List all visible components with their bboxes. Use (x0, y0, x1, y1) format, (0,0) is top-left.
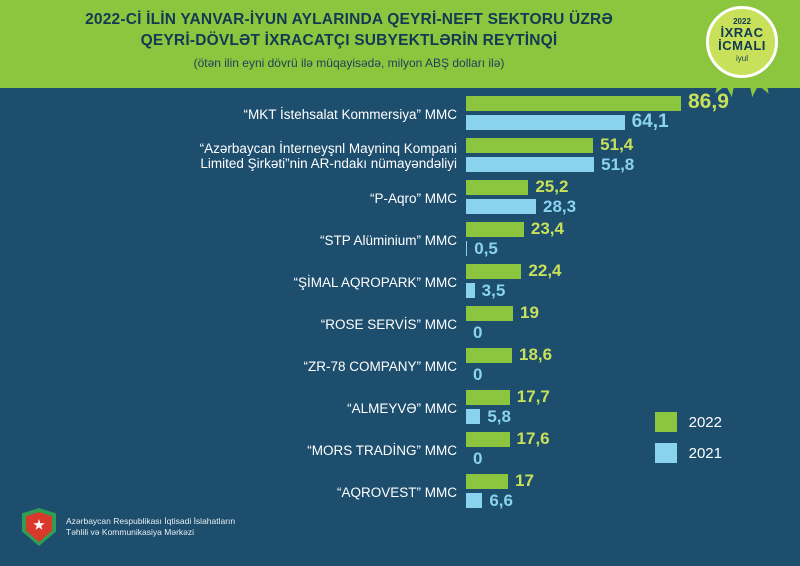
bar-value-2021: 0 (473, 449, 483, 468)
category-label-line1: “MORS TRADİNG” MMC (307, 442, 457, 458)
bar-2021 (466, 199, 536, 214)
bar-2022 (466, 432, 510, 447)
chart-row (0, 220, 800, 260)
bar-value-2022: 17 (515, 471, 534, 490)
category-label-line1: “STP Alüminium” MMC (319, 232, 457, 248)
bar-2021 (466, 157, 594, 172)
bar-2022 (466, 348, 512, 363)
category-label-line1: “Azərbaycan İnterneyşnl Mayninq Kompani (199, 141, 457, 156)
bar-value-2021: 0,5 (474, 239, 498, 258)
badge-month: iyul (735, 54, 748, 63)
bar-value-2021: 3,5 (481, 281, 506, 300)
bar-2022 (466, 96, 681, 111)
legend-swatch (655, 443, 677, 463)
badge-text-line1: İXRAC (720, 25, 764, 40)
bar-2022 (466, 264, 521, 279)
page-title-line2: QEYRİ-DÖVLƏT İXRACATÇI SUBYEKTLƏRİN REYTİNQİ (140, 32, 558, 49)
footer-line1: Azərbaycan Respublikası İqtisadi İslahatların (66, 516, 236, 526)
page-subtitle: (ötən ilin eyni dövrü ilə müqayisədə, milyon ABŞ dolları ilə) (193, 56, 505, 70)
bar-2022 (466, 222, 524, 237)
bar-value-2021: 28,3 (543, 197, 577, 216)
chart-legend (655, 412, 722, 474)
bar-value-2021: 5,8 (487, 407, 511, 426)
bar-value-2022: 18,6 (519, 345, 553, 364)
header-banner (0, 0, 800, 88)
bar-group (466, 220, 800, 260)
chart-row (0, 472, 800, 512)
footer-line2: Təhlili və Kommunikasiya Mərkəzi (66, 527, 195, 537)
category-label (0, 94, 466, 134)
legend-item (655, 443, 722, 463)
chart-row (0, 346, 800, 386)
category-label-line1: “ZR-78 COMPANY” MMC (303, 358, 457, 374)
bar-value-2021: 6,6 (489, 491, 513, 510)
bar-value-2022: 23,4 (530, 219, 564, 238)
category-label-line1: “ŞİMAL AQROPARK” MMC (293, 274, 457, 290)
bar-value-2022: 19 (520, 303, 539, 322)
category-label (0, 430, 466, 470)
bar-value-2022: 51,4 (600, 135, 634, 154)
bar-group (466, 472, 800, 512)
badge-year: 2022 (733, 17, 751, 26)
bar-value-2021: 0 (473, 323, 483, 342)
bar-group (466, 262, 800, 302)
bar-value-2021: 0 (473, 365, 483, 384)
category-label (0, 262, 466, 302)
chart-row (0, 262, 800, 302)
bar-group (466, 178, 800, 218)
bar-value-2022: 86,9 (688, 90, 729, 113)
category-label (0, 472, 466, 512)
bar-2021 (466, 409, 480, 424)
bar-group (466, 136, 800, 176)
bar-2022 (466, 180, 528, 195)
bar-group (466, 346, 800, 386)
bar-2022 (466, 474, 508, 489)
bar-2022 (466, 390, 510, 405)
bar-2021 (466, 115, 625, 130)
chart-row (0, 90, 800, 134)
category-label-line1: “MKT İstehsalat Kommersiya” MMC (243, 106, 457, 122)
bar-group (466, 90, 800, 134)
category-label-line1: “ALMEYVƏ” MMC (347, 400, 457, 416)
category-label (0, 136, 466, 176)
bar-value-2021: 51,8 (601, 155, 635, 174)
category-label (0, 304, 466, 344)
chart-row (0, 178, 800, 218)
category-label-line1: “P-Aqro” MMC (370, 190, 457, 206)
legend-swatch (655, 412, 677, 432)
category-label-line1: “AQROVEST” MMC (337, 484, 457, 500)
legend-label: 2022 (688, 413, 722, 431)
badge-circle (706, 6, 778, 78)
bar-2021 (466, 283, 475, 298)
bar-value-2022: 17,6 (516, 429, 550, 448)
bar-value-2022: 17,7 (516, 387, 550, 406)
category-label-line2: Limited Şirkəti”nin AR-ndakı nümayəndəliyi (200, 156, 457, 171)
bar-2022 (466, 138, 593, 153)
chart-row (0, 136, 800, 176)
category-label (0, 346, 466, 386)
bar-group (466, 430, 800, 470)
legend-label: 2021 (688, 444, 722, 462)
category-label (0, 220, 466, 260)
bar-value-2021: 64,1 (631, 111, 669, 132)
category-label-line1: “ROSE SERVİS” MMC (320, 316, 457, 332)
page-title-line1: 2022-Cİ İLİN YANVAR-İYUN AYLARINDA QEYRİ-NEFT SEKTORU ÜZRƏ (85, 11, 613, 28)
category-label (0, 388, 466, 428)
emblem-icon (22, 508, 56, 546)
badge-text-line2: İCMALI (718, 38, 766, 53)
footer-branding (22, 508, 235, 546)
category-label (0, 178, 466, 218)
bar-group (466, 304, 800, 344)
legend-item (655, 412, 722, 432)
bar-2021 (466, 493, 482, 508)
bar-2021 (466, 241, 467, 256)
bar-value-2022: 25,2 (535, 177, 569, 196)
chart-row (0, 304, 800, 344)
bar-value-2022: 22,4 (528, 261, 562, 280)
bar-2022 (466, 306, 513, 321)
bar-group (466, 388, 800, 428)
